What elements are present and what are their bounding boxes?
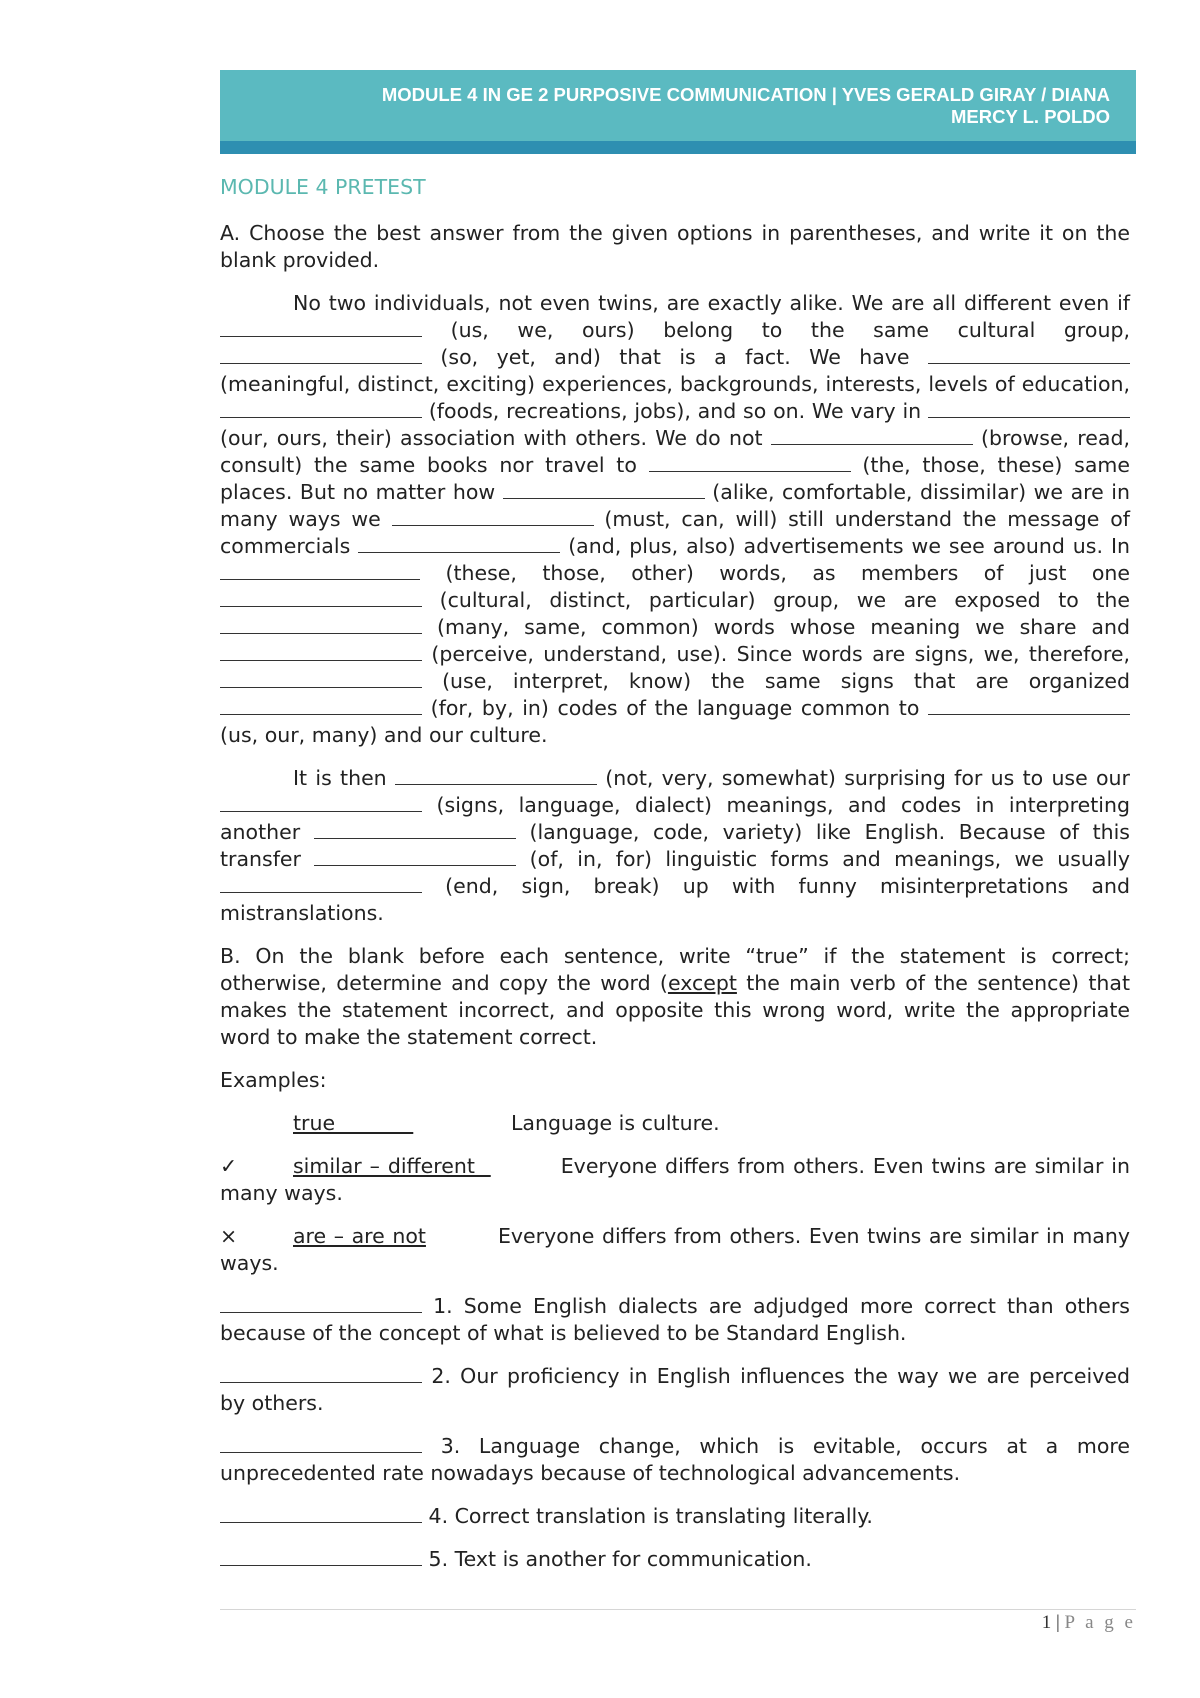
true-false-item-1 <box>220 1293 1130 1347</box>
part-a-paragraph-2 <box>220 765 1130 927</box>
text-run: It is then <box>293 766 387 790</box>
item-text: 5. Text is another for communication. <box>428 1547 812 1571</box>
answer-blank[interactable] <box>220 615 422 634</box>
part-a-instruction: A. Choose the best answer from the given options in parentheses, and write it on the blank provided. <box>220 221 1130 272</box>
text-run: (must, can, will) still understand the message of commercials <box>220 507 1130 558</box>
answer-blank[interactable] <box>220 874 422 893</box>
answer-blank[interactable] <box>220 669 422 688</box>
item-text: 4. Correct translation is translating literally. <box>428 1504 873 1528</box>
answer-blank[interactable] <box>928 696 1130 715</box>
text-run: (perceive, understand, use). Since words are signs, we, therefore, <box>431 642 1130 666</box>
answer-blank[interactable] <box>928 345 1130 364</box>
answer-blank[interactable] <box>220 318 422 337</box>
true-false-item-5 <box>220 1546 1130 1573</box>
text-run: (the, those, these) same places. But no matter how <box>220 453 1130 504</box>
footer-divider <box>220 1609 1136 1610</box>
answer-blank[interactable] <box>220 1294 422 1313</box>
answer-blank[interactable] <box>220 561 420 580</box>
module-title: MODULE 4 PRETEST <box>220 175 426 199</box>
example-sentence: Language is culture. <box>511 1111 720 1135</box>
text-run: (us, we, ours) belong to the same cultural group, <box>450 318 1130 342</box>
page-number: 1 <box>1041 1612 1052 1633</box>
page-footer <box>1042 1612 1136 1634</box>
example-3 <box>220 1223 1130 1277</box>
item-text: 1. Some English dialects are adjudged more correct than others because of the concept of what is believed to be Standard English. <box>220 1294 1130 1345</box>
part-b-instruction <box>220 943 1130 1051</box>
cross-icon: × <box>220 1224 238 1248</box>
header-band <box>220 70 1136 141</box>
text-run: (and, plus, also) advertisements we see around us. In <box>568 534 1130 558</box>
true-false-item-2 <box>220 1363 1130 1417</box>
text-run: the main verb of the sentence) that makes the statement incorrect, and opposite this wrong word, write the appropriate word to make the statement correct. <box>220 971 1130 1049</box>
example-answer: are – are not <box>293 1224 426 1248</box>
answer-blank[interactable] <box>395 766 597 785</box>
underlined-word: except <box>667 971 737 995</box>
text-run: (alike, comfortable, dissimilar) we are in many ways we <box>220 480 1130 531</box>
answer-blank[interactable] <box>314 820 516 839</box>
answer-blank[interactable] <box>220 793 422 812</box>
text-run: (us, our, many) and our culture. <box>220 723 548 747</box>
answer-blank[interactable] <box>220 1504 422 1523</box>
text-run: B. On the blank before each sentence, write “true” if the statement is correct; otherwise, determine and copy the word ( <box>220 944 1130 995</box>
example-1 <box>220 1110 1130 1137</box>
text-run: (many, same, common) words whose meaning we share and <box>437 615 1130 639</box>
answer-blank[interactable] <box>220 345 422 364</box>
example-sentence: Everyone differs from others. Even twins are similar in many ways. <box>220 1154 1130 1205</box>
text-run: (signs, language, dialect) meanings, and codes in interpreting another <box>220 793 1130 844</box>
answer-blank[interactable] <box>220 1547 422 1566</box>
text-run: No two individuals, not even twins, are exactly alike. We are all different even if <box>293 291 1130 315</box>
text-run: (meaningful, distinct, exciting) experiences, backgrounds, interests, levels of education, <box>220 372 1130 396</box>
examples-label: Examples: <box>220 1068 327 1092</box>
text-run: (not, very, somewhat) surprising for us to use our <box>605 766 1130 790</box>
header-strip <box>220 141 1136 154</box>
answer-blank[interactable] <box>220 642 422 661</box>
text-run: (cultural, distinct, particular) group, we are exposed to the <box>439 588 1130 612</box>
item-text: 2. Our proficiency in English influences the way we are perceived by others. <box>220 1364 1130 1415</box>
header-text <box>350 84 1110 128</box>
example-sentence: Everyone differs from others. Even twins are similar in many ways. <box>220 1224 1130 1275</box>
answer-blank[interactable] <box>649 453 851 472</box>
answer-blank[interactable] <box>928 399 1130 418</box>
true-false-item-3 <box>220 1433 1130 1487</box>
text-run: (for, by, in) codes of the language common to <box>430 696 920 720</box>
answer-blank[interactable] <box>314 847 516 866</box>
answer-blank[interactable] <box>220 1434 422 1453</box>
answer-blank[interactable] <box>392 507 594 526</box>
text-run: (so, yet, and) that is a fact. We have <box>440 345 910 369</box>
header-line-2: MERCY L. POLDO <box>951 106 1110 127</box>
text-run: (these, those, other) words, as members of just one <box>445 561 1130 585</box>
text-run: (use, interpret, know) the same signs that are organized <box>442 669 1130 693</box>
text-run: (end, sign, break) up with funny misinterpretations and mistranslations. <box>220 874 1130 925</box>
text-run: (of, in, for) linguistic forms and meanings, we usually <box>529 847 1130 871</box>
answer-blank[interactable] <box>220 399 422 418</box>
answer-blank[interactable] <box>220 588 422 607</box>
answer-blank[interactable] <box>220 696 422 715</box>
check-icon: ✓ <box>220 1154 238 1178</box>
header-line-1: MODULE 4 IN GE 2 PURPOSIVE COMMUNICATION | YVES GERALD GIRAY / DIANA <box>381 84 1110 105</box>
text-run: (language, code, variety) like English. Because of this transfer <box>220 820 1130 871</box>
answer-blank[interactable] <box>771 426 973 445</box>
answer-blank[interactable] <box>503 480 705 499</box>
page-label: P a g e <box>1064 1612 1136 1633</box>
text-run: (foods, recreations, jobs), and so on. We vary in <box>428 399 922 423</box>
text-run: (our, ours, their) association with others. We do not <box>220 426 763 450</box>
example-2 <box>220 1153 1130 1207</box>
example-answer: true <box>293 1111 414 1135</box>
document-body <box>220 174 1130 1589</box>
item-text: 3. Language change, which is evitable, occurs at a more unprecedented rate nowadays because of technological advancements. <box>220 1434 1130 1485</box>
example-answer: similar – different <box>293 1154 491 1178</box>
text-run: (browse, read, consult) the same books nor travel to <box>220 426 1130 477</box>
part-a-paragraph-1 <box>220 290 1130 749</box>
footer-separator: | <box>1055 1612 1060 1633</box>
answer-blank[interactable] <box>358 534 560 553</box>
true-false-item-4 <box>220 1503 1130 1530</box>
answer-blank[interactable] <box>220 1364 422 1383</box>
